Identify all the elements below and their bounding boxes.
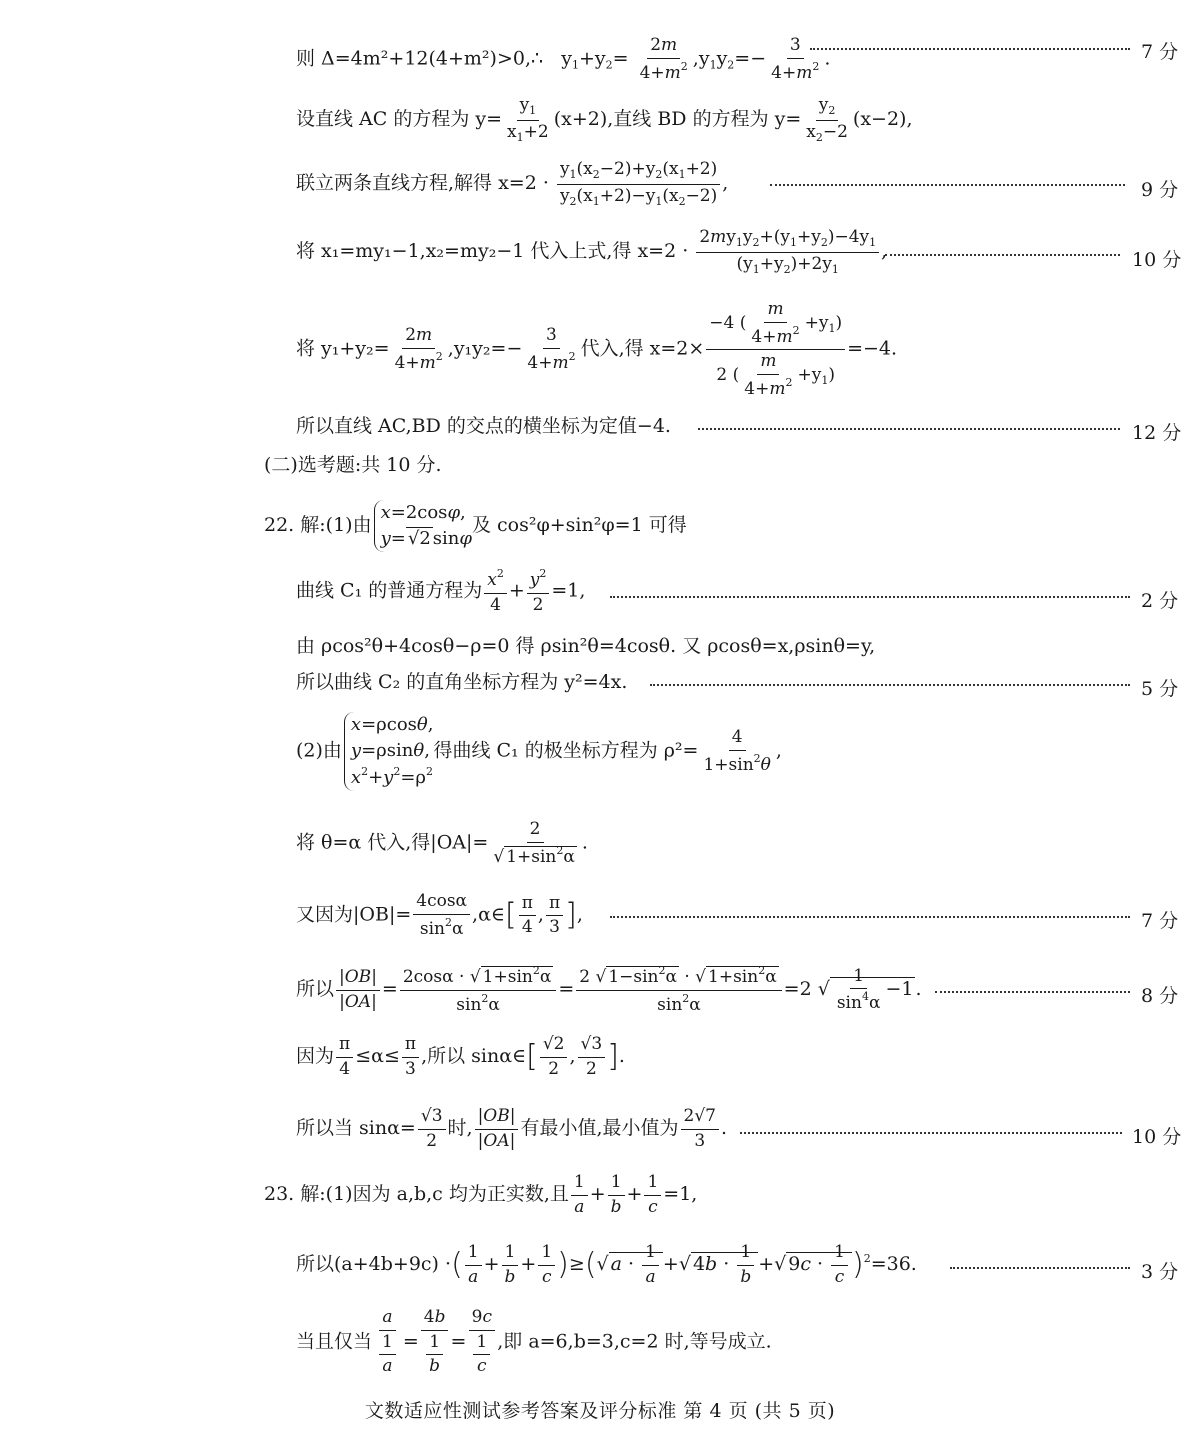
line-1: 则 Δ=4m²+12(4+m²)>0,∴ $y_1+y_2=$ $\frac{2m}{4+m^2}$ $,y_1y_2=-$ $\frac{3}{4+m^2}$ . [296, 35, 831, 83]
dot-leader [950, 1267, 1130, 1269]
text: 22. 解:(1)由 [264, 514, 372, 537]
dot-leader [610, 916, 1130, 918]
dot-leader [770, 184, 1125, 186]
score-label: 10 分 [1132, 1126, 1182, 1148]
fraction: $\frac{x^2}{4}$ [484, 568, 507, 615]
text: 当且仅当 [296, 1330, 373, 1353]
text: 曲线 C₁ 的普通方程为 [296, 579, 483, 602]
fraction: $\frac{√3}{2}$ [418, 1107, 446, 1151]
text: 所以 [296, 978, 335, 1001]
line-6 [296, 417, 671, 436]
line-13: 将 θ=α 代入,得|OA|= $\frac{2}{√ 1+\sin^2\alpha}$ . [296, 819, 588, 867]
text: =−4. [847, 337, 898, 360]
fraction: $\frac{\pi}{4}$ [336, 1035, 353, 1079]
fraction: $\frac{2\cos\alpha \cdot √ 1+\sin^2\alpha}{\sin^2\alpha}$ [400, 965, 556, 1015]
score-label: 5 分 [1141, 678, 1179, 700]
dot-leader [935, 991, 1130, 993]
score-label: 7 分 [1141, 910, 1179, 932]
dot-leader [810, 48, 1130, 50]
fraction: $\frac{y_2}{x_2-2}$ [806, 95, 848, 144]
score-label: 9 分 [1141, 179, 1179, 201]
fraction: $\frac{1}{a}$ [571, 1173, 588, 1217]
score-label: 10 分 [1132, 249, 1182, 271]
fraction: $\frac{1}{c}$ [644, 1173, 661, 1217]
fraction: $\frac{y_1}{x_1+2}$ [507, 95, 549, 144]
fraction: $\frac{2m}{4+m^2}$ [639, 35, 688, 83]
line-15: 所以 $\frac{|OB|}{|OA|}$ = $\frac{2\cos\alpha \cdot √ 1+\sin^2\alpha}{\sin^2\alpha}$ = $\frac{2 √ 1-\sin^2\alpha \cdot √ 1+\sin^2\alpha}{\sin^2\alpha}$ =2 √ $\frac{1}{\sin^4\alpha}$ −1 . [296, 964, 922, 1015]
line-14: 又因为|OB|= $\frac{4\cos\alpha}{\sin^2\alpha}$ ,α∈[ $\frac{\pi}{4}$ , $\frac{\pi}{3}$ ], [296, 891, 583, 939]
text: 所以曲线 C₂ 的直角坐标方程为 y²=4x. [296, 671, 628, 693]
text: ,y₁y₂=− [447, 337, 523, 360]
line-4: 将 x₁=my₁−1,x₂=my₂−1 代入上式,得 x=2 · $\frac{2my_1y_2+(y_1+y_2)-4y_1}{(y_1+y_2)+2y_1}$ , [296, 227, 888, 276]
score-label: 7 分 [1141, 41, 1179, 63]
text: 代入,得 x=2× [580, 337, 705, 360]
dot-leader [698, 428, 1120, 430]
text: (2)由 [296, 739, 342, 762]
fraction: $\frac{|OB|}{|OA|}$ [336, 968, 380, 1012]
score-label: 8 分 [1141, 985, 1179, 1007]
text: 所以(a+4b+9c) · [296, 1253, 452, 1276]
text: 因为 [296, 1045, 335, 1068]
text: 将 θ=α 代入,得|OA|= [296, 831, 489, 854]
line-16: 因为 $\frac{\pi}{4}$ ≤α≤ $\frac{\pi}{3}$ ,所以 sinα∈[ $\frac{√2}{2}$ , $\frac{√3}{2}$ ]. [296, 1034, 625, 1079]
line-9: 曲线 C₁ 的普通方程为 $\frac{x^2}{4}$ + $\frac{y^2}{2}$ =1, [296, 567, 586, 615]
equation-system: x=ρcosθ, y=ρsinθ, $x^2+y^2=\rho^2$ [344, 712, 434, 791]
text: 得曲线 C₁ 的极坐标方程为 ρ²= [433, 739, 699, 762]
fraction: −4 ( $\frac{m}{4+m^2}$ $+y_1$) 2 ( $\frac{m}{4+m^2}$ $+y_1$) [706, 300, 845, 399]
text: 设直线 AC 的方程为 y= [296, 108, 503, 131]
fraction: $\frac{a}{\frac{1}{a}}$ [374, 1308, 401, 1377]
fraction: $\frac{|OB|}{|OA|}$ [475, 1107, 519, 1151]
fraction: $\frac{9c}{\frac{1}{c}}$ [468, 1308, 495, 1377]
fraction: $\frac{2}{√ 1+\sin^2\alpha}$ [493, 819, 575, 867]
fraction: $\frac{3}{4+m^2}$ [527, 325, 576, 373]
score-label: 3 分 [1141, 1261, 1179, 1283]
line-11 [296, 673, 627, 692]
line-12: (2)由 x=ρcosθ, y=ρsinθ, $x^2+y^2=\rho^2$ 得曲线 C₁ 的极坐标方程为 ρ²= $\frac{4}{1+\sin^2\theta}$ , [296, 712, 782, 791]
line-3: 联立两条直线方程,解得 x=2 · $\frac{y_1(x_2-2)+y_2(x_1+2)}{y_2(x_1+2)-y_1(x_2-2)}$ , [296, 159, 729, 208]
line-17: 所以当 sinα= $\frac{√3}{2}$ 时, $\frac{|OB|}{|OA|}$ 有最小值,最小值为 $\frac{2√7}{3}$ . [296, 1106, 728, 1151]
problem-23-start: 23. 解:(1)因为 a,b,c 均为正实数,且 $\frac{1}{a}$ + $\frac{1}{b}$ + $\frac{1}{c}$ =1, [264, 1172, 698, 1217]
text: 联立两条直线方程,解得 x=2 · [296, 172, 549, 195]
fraction: $\frac{2m}{4+m^2}$ [394, 325, 443, 373]
fraction: $\frac{4b}{\frac{1}{b}}$ [421, 1308, 449, 1377]
fraction: $\frac{y^2}{2}$ [527, 568, 550, 615]
line-10 [296, 637, 875, 656]
dot-leader [610, 596, 1130, 598]
score-label: 12 分 [1132, 422, 1182, 444]
text: 23. 解:(1)因为 a,b,c 均为正实数,且 [264, 1183, 569, 1206]
fraction: $\frac{y_1(x_2-2)+y_2(x_1+2)}{y_2(x_1+2)-y_1(x_2-2)}$ [557, 160, 720, 208]
fraction: $\frac{2√7}{3}$ [681, 1107, 719, 1151]
text: (二)选考题:共 10 分. [264, 454, 442, 476]
text: 又因为|OB|= [296, 903, 412, 926]
section-heading [264, 456, 442, 475]
score-label: 2 分 [1141, 590, 1179, 612]
text: (x−2), [852, 108, 913, 131]
problem-22-start [264, 500, 687, 552]
page-footer: 文数适应性测试参考答案及评分标准 第 4 页 (共 5 页) [364, 1400, 836, 1422]
delta-condition: 则 Δ=4m²+12(4+m²)>0,∴ [296, 47, 544, 70]
fraction: $\frac{4}{1+\sin^2\theta}$ [703, 727, 771, 775]
text: 所以当 sinα= [296, 1117, 416, 1140]
line-19: 所以(a+4b+9c) ·( $\frac{1}{a}$ + $\frac{1}{b}$ + $\frac{1}{c}$ )≥(√ a · $\frac{1}{a}$ +√ 4b · $\frac{1}{b}$ +√ 9c · $\frac{1}{c}$ )$^2$=36. [296, 1242, 917, 1287]
dot-leader [740, 1132, 1122, 1134]
text: 由 ρcos²θ+4cosθ−ρ=0 得 ρsin²θ=4cosθ. 又 ρcosθ=x,ρsinθ=y, [296, 635, 876, 657]
text: 所以直线 AC,BD 的交点的横坐标为定值−4. [296, 415, 671, 437]
fraction: $\frac{2my_1y_2+(y_1+y_2)-4y_1}{(y_1+y_2)+2y_1}$ [696, 228, 879, 276]
fraction: $\frac{4\cos\alpha}{\sin^2\alpha}$ [413, 892, 470, 939]
fraction: $\frac{2 √ 1-\sin^2\alpha \cdot √ 1+\sin^2\alpha}{\sin^2\alpha}$ [576, 965, 781, 1015]
text: 将 y₁+y₂= [296, 337, 390, 360]
line-5 [296, 300, 897, 399]
line-20: 当且仅当 $\frac{a}{\frac{1}{a}}$ = $\frac{4b}{\frac{1}{b}}$ = $\frac{9c}{\frac{1}{c}}$ ,即 a=6,b=3,c=2 时,等号成立. [296, 1307, 772, 1377]
text: (x+2),直线 BD 的方程为 y= [553, 108, 802, 131]
dot-leader [650, 684, 1130, 686]
fraction: $\frac{1}{b}$ [608, 1173, 625, 1217]
dot-leader [885, 254, 1120, 256]
text: ,即 a=6,b=3,c=2 时,等号成立. [497, 1330, 772, 1353]
line-2 [296, 96, 913, 144]
fraction: $\frac{\pi}{3}$ [402, 1035, 419, 1079]
text: 及 cos²φ+sin²φ=1 可得 [471, 514, 687, 537]
fraction: $\frac{3}{4+m^2}$ [771, 35, 820, 83]
text: 将 x₁=my₁−1,x₂=my₂−1 代入上式,得 x=2 · [296, 240, 689, 263]
equation-system: x=2cosφ, y= √2 sinφ [374, 500, 472, 552]
